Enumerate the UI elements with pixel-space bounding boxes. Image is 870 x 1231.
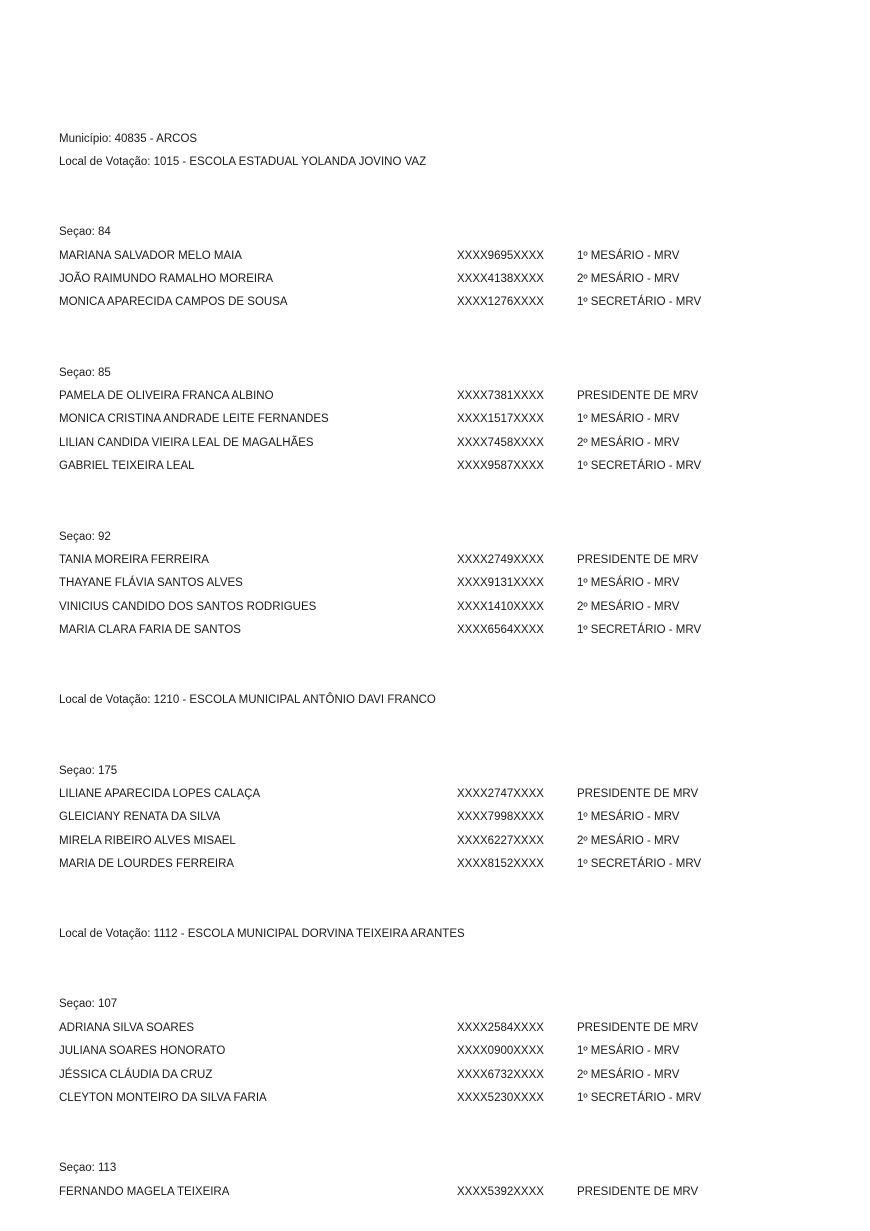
member-code: XXXX2749XXXX — [457, 554, 544, 566]
member-code: XXXX1276XXXX — [457, 296, 544, 308]
member-name: MONICA APARECIDA CAMPOS DE SOUSA — [59, 296, 288, 308]
member-role: 1º SECRETÁRIO - MRV — [577, 460, 702, 472]
member-code: XXXX9131XXXX — [457, 577, 544, 589]
member-role: PRESIDENTE DE MRV — [577, 554, 699, 566]
member-code: XXXX0900XXXX — [457, 1045, 544, 1057]
member-code: XXXX6564XXXX — [457, 624, 544, 636]
member-code: XXXX4138XXXX — [457, 273, 544, 285]
member-role: 1º SECRETÁRIO - MRV — [577, 1092, 702, 1104]
member-row — [59, 1068, 819, 1082]
member-code: XXXX2584XXXX — [457, 1022, 544, 1034]
member-code: XXXX5392XXXX — [457, 1186, 544, 1198]
member-code: XXXX8152XXXX — [457, 858, 544, 870]
member-role: 2º MESÁRIO - MRV — [577, 437, 680, 449]
member-role: 1º SECRETÁRIO - MRV — [577, 858, 702, 870]
member-role: PRESIDENTE DE MRV — [577, 390, 699, 402]
member-code: XXXX1410XXXX — [457, 601, 544, 613]
member-name: VINICIUS CANDIDO DOS SANTOS RODRIGUES — [59, 601, 317, 613]
member-code: XXXX7381XXXX — [457, 390, 544, 402]
member-row — [59, 1021, 819, 1035]
member-role: 1º MESÁRIO - MRV — [577, 250, 680, 262]
member-name: PAMELA DE OLIVEIRA FRANCA ALBINO — [59, 390, 274, 402]
member-role: 2º MESÁRIO - MRV — [577, 601, 680, 613]
member-code: XXXX6227XXXX — [457, 835, 544, 847]
local-votacao-header: Local de Votação: 1015 - ESCOLA ESTADUAL YOLANDA JOVINO VAZ — [59, 156, 427, 168]
member-name: MARIA CLARA FARIA DE SANTOS — [59, 624, 241, 636]
member-role: 1º MESÁRIO - MRV — [577, 577, 680, 589]
member-code: XXXX5230XXXX — [457, 1092, 544, 1104]
member-name: MIRELA RIBEIRO ALVES MISAEL — [59, 835, 236, 847]
member-code: XXXX7998XXXX — [457, 811, 544, 823]
member-name: MARIA DE LOURDES FERREIRA — [59, 858, 235, 870]
member-row — [59, 810, 819, 824]
member-name: TANIA MOREIRA FERREIRA — [59, 554, 209, 566]
member-row — [59, 834, 819, 848]
member-row — [59, 249, 819, 263]
member-code: XXXX2747XXXX — [457, 788, 544, 800]
member-code: XXXX6732XXXX — [457, 1069, 544, 1081]
member-name: JÉSSICA CLÁUDIA DA CRUZ — [59, 1069, 213, 1081]
member-role: PRESIDENTE DE MRV — [577, 1186, 699, 1198]
member-code: XXXX9587XXXX — [457, 460, 544, 472]
member-row — [59, 1185, 819, 1199]
member-name: LILIAN CANDIDA VIEIRA LEAL DE MAGALHÃES — [59, 437, 314, 449]
secao-header: Seçao: 175 — [59, 765, 118, 777]
local-votacao-header: Local de Votação: 1210 - ESCOLA MUNICIPAL ANTÔNIO DAVI FRANCO — [59, 694, 436, 706]
member-name: JOÃO RAIMUNDO RAMALHO MOREIRA — [59, 273, 274, 285]
member-name: THAYANE FLÁVIA SANTOS ALVES — [59, 577, 243, 589]
member-name: JULIANA SOARES HONORATO — [59, 1045, 226, 1057]
member-name: MONICA CRISTINA ANDRADE LEITE FERNANDES — [59, 413, 329, 425]
member-role: PRESIDENTE DE MRV — [577, 788, 699, 800]
member-code: XXXX7458XXXX — [457, 437, 544, 449]
member-code: XXXX9695XXXX — [457, 250, 544, 262]
member-row — [59, 1091, 819, 1105]
member-row — [59, 412, 819, 426]
member-name: ADRIANA SILVA SOARES — [59, 1022, 195, 1034]
member-row — [59, 576, 819, 590]
municipio-header: Município: 40835 - ARCOS — [59, 133, 198, 145]
member-role: 1º SECRETÁRIO - MRV — [577, 296, 702, 308]
secao-header: Seçao: 84 — [59, 226, 111, 238]
member-row — [59, 295, 819, 309]
member-name: FERNANDO MAGELA TEIXEIRA — [59, 1186, 230, 1198]
member-role: 1º MESÁRIO - MRV — [577, 811, 680, 823]
member-row — [59, 459, 819, 473]
member-row — [59, 787, 819, 801]
secao-header: Seçao: 107 — [59, 998, 118, 1010]
member-row — [59, 272, 819, 286]
member-name: CLEYTON MONTEIRO DA SILVA FARIA — [59, 1092, 267, 1104]
member-name: LILIANE APARECIDA LOPES CALAÇA — [59, 788, 261, 800]
member-code: XXXX1517XXXX — [457, 413, 544, 425]
member-role: 1º MESÁRIO - MRV — [577, 413, 680, 425]
member-row — [59, 857, 819, 871]
member-name: GABRIEL TEIXEIRA LEAL — [59, 460, 195, 472]
member-row — [59, 389, 819, 403]
member-row — [59, 436, 819, 450]
local-votacao-header: Local de Votação: 1112 - ESCOLA MUNICIPAL DORVINA TEIXEIRA ARANTES — [59, 928, 465, 940]
member-name: GLEICIANY RENATA DA SILVA — [59, 811, 221, 823]
member-name: MARIANA SALVADOR MELO MAIA — [59, 250, 242, 262]
secao-header: Seçao: 92 — [59, 531, 111, 543]
member-row — [59, 1044, 819, 1058]
member-role: PRESIDENTE DE MRV — [577, 1022, 699, 1034]
member-role: 2º MESÁRIO - MRV — [577, 273, 680, 285]
member-row — [59, 623, 819, 637]
secao-header: Seçao: 113 — [59, 1162, 117, 1174]
member-role: 1º SECRETÁRIO - MRV — [577, 624, 702, 636]
member-row — [59, 553, 819, 567]
member-role: 2º MESÁRIO - MRV — [577, 835, 680, 847]
member-role: 1º MESÁRIO - MRV — [577, 1045, 680, 1057]
secao-header: Seçao: 85 — [59, 367, 111, 379]
member-role: 2º MESÁRIO - MRV — [577, 1069, 680, 1081]
member-row — [59, 600, 819, 614]
